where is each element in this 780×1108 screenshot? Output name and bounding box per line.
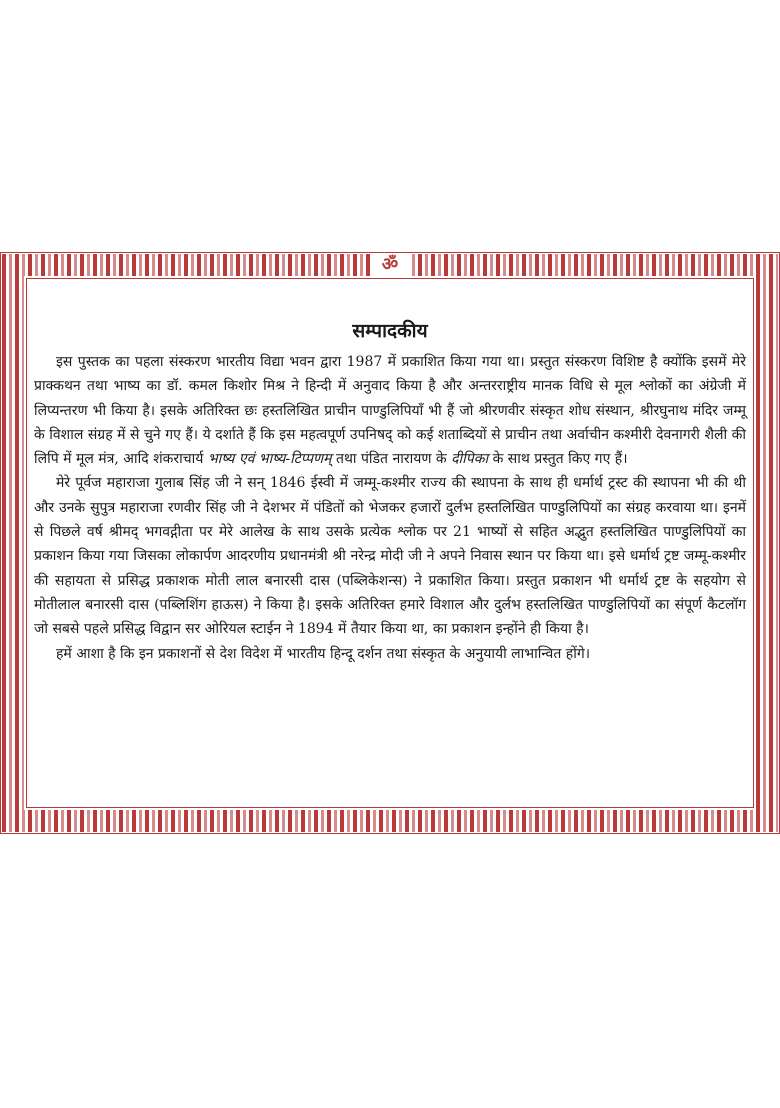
paragraph-3-text: हमें आशा है कि इन प्रकाशनों से देश विदेश में भारतीय हिन्दू दर्शन तथा संस्कृत के अनुयायी लाभान्वित होंगे।: [56, 645, 591, 662]
paragraph-1-text-2: तथा पंडित नारायण के: [331, 451, 452, 468]
editorial-content: [34, 316, 746, 666]
work-title-dipika: दीपिका: [451, 451, 489, 468]
paragraph-1-text: इस पुस्तक का पहला संस्करण भारतीय विद्या भवन द्वारा 1987 में प्रकाशित किया गया था। प्रस्तुत संस्करण विशिष्ट है क्योंकि इसमें मेरे प्राक्कथन तथा भाष्य का डॉ. कमल किशोर मिश्र ने हिन्दी में अनुवाद किया है और अन्तरराष्ट्रीय मानक विधि से मूल श्लोकों का अंग्रेजी में लिप्यन्तरण भी किया है। इसके अतिरिक्त छः हस्तलिखित प्राचीन पाण्डुलिपियाँ भी हैं जो श्रीरणवीर संस्कृत शोध संस्थान, श्रीरघुनाथ मंदिर जम्मू के विशाल संग्रह में से चुने गए हैं। ये दर्शाते हैं कि इस महत्वपूर्ण उपनिषद् को कई शताब्दियों से प्राचीन तथा अर्वाचीन कश्मीरी देवनागरी शैली की लिपि में मूल मंत्र, आदि शंकराचार्य: [34, 354, 746, 468]
work-title-bhashya: भाष्य एवं भाष्य-टिप्पणम्: [207, 451, 332, 468]
page-title: सम्पादकीय: [352, 320, 428, 342]
om-symbol: ॐ: [370, 254, 410, 276]
paragraph-1-text-3: के साथ प्रस्तुत किए गए हैं।: [488, 451, 628, 468]
paragraph-2: [34, 471, 746, 641]
paragraph-1: [34, 350, 746, 471]
paragraph-2-text: मेरे पूर्वज महाराजा गुलाब सिंह जी ने सन् 1846 ईस्वी में जम्मू-कश्मीर राज्य की स्थापना के साथ ही धर्मार्थ ट्रस्ट की स्थापना भी की थी और उनके सुपुत्र महाराजा रणवीर सिंह जी ने देशभर में पंडितों को भेजकर हजारों दुर्लभ हस्तलिखित पाण्डुलिपियों का संग्रह करवाया था। इनमें से पिछले वर्ष श्रीमद् भगवद्गीता पर मेरे आलेख के साथ उसके प्रत्येक श्लोक पर 21 भाष्यों से सहित अद्भुत हस्तलिखित पाण्डुलिपियों का प्रकाशन किया गया जिसका लोकार्पण आदरणीय प्रधानमंत्री श्री नरेन्द्र मोदी जी ने अपने निवास स्थान पर किया था। इसे धर्मार्थ ट्रष्ट जम्मू-कश्मीर की सहायता से प्रसिद्ध प्रकाशक मोती लाल बनारसी दास (पब्लिकेशन्स) ने प्रकाशित किया। प्रस्तुत प्रकाशन भी धर्मार्थ ट्रष्ट के सहयोग से मोतीलाल बनारसी दास (पब्लिशिंग हाऊस) ने किया है। इसके अतिरिक्त हमारे विशाल और दुर्लभ हस्तलिखित पाण्डुलिपियों का संपूर्ण कैटलॉग जो सबसे पहले प्रसिद्ध विद्वान सर ओरियल स्टाईन ने 1894 में तैयार किया था, का प्रकाशन इन्होंने ही किया है।: [34, 475, 746, 638]
paragraph-3: [34, 642, 746, 666]
